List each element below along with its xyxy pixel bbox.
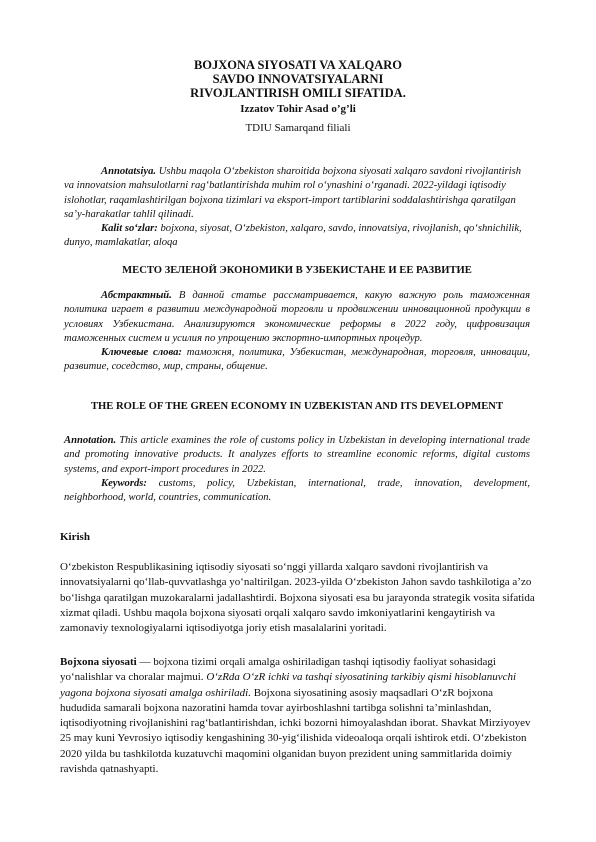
abstract-en-label: Annotation.: [64, 435, 117, 446]
keywords-ru-label: Ключевые слова:: [101, 347, 182, 359]
abstract-uz: [64, 165, 530, 251]
term-bojxona-siyosati: Bojxona siyosati: [60, 656, 137, 668]
keywords-en-text: customs, policy, Uzbekistan, international, trade, innovation, development, neighborhood, world, countries, communication.: [64, 477, 530, 504]
keywords-uz-text: bojxona, siyosat, O‘zbekiston, xalqaro, savdo, innovatsiya, rivojlanish, qo‘shnichilik, dunyo, mamlakatlar, aloqa: [64, 223, 522, 249]
title-line-3: RIVOJLANTIRISH OMILI SIFATIDA.: [190, 86, 406, 100]
abstract-ru: [64, 289, 530, 375]
keywords-ru-text: таможня, политика, Узбекистан, международная, торговля, инновации, развитие, соседство, мир, страны, общение.: [64, 347, 530, 373]
title-line-2: SAVDO INNOVATSIYALARNI: [212, 72, 384, 86]
intro-paragraph-2-italic: O‘zRda O‘zR ichki va tashqi siyosatining tarkibiy qismi hisoblanuvchi yagona bojxona siyosati amalga oshiriladi.: [60, 671, 517, 699]
abstract-en: [64, 434, 530, 505]
abstract-uz-text: Ushbu maqola O‘zbekiston sharoitida bojxona siyosati xalqaro savdoni rivojlantirish va innovatsion mahsulotlarni rag‘batlantirishda muhim rol o‘ynashini o‘rganadi. 2022-yildagi iqtisodiy islohotlar, raqamlashtirilgan bojxona tizimlari va eksport-import tartiblarini soddalashtirishga qaratilgan sa’y-harakatlar tahlil qilinadi.: [64, 166, 522, 220]
intro-paragraph-2: [60, 655, 536, 777]
abstract-ru-label: Абстрактный.: [101, 290, 172, 301]
abstract-ru-text: В данной статье рассматривается, какую важную роль таможенная политика играет в развитии международной торговли и продвижении инновационной продукции в условиях Узбекистана. Анализируются экономические реформы в 2022 году, цифровизация таможенных систем и усилия по упрощению экспортно-импортных процедур.: [64, 290, 530, 344]
keywords-en-paragraph: [64, 477, 530, 506]
keywords-uz-label: Kalit so‘zlar:: [101, 223, 158, 235]
abstract-ru-paragraph: [64, 289, 530, 346]
keywords-uz-paragraph: [64, 222, 530, 251]
heading-ru: МЕСТО ЗЕЛЕНОЙ ЭКОНОМИКИ В УЗБЕКИСТАНЕ И ЕЕ РАЗВИТИЕ: [122, 265, 472, 276]
keywords-en-label: Keywords:: [101, 477, 147, 489]
title-line-1: BOJXONA SIYOSATI VA XALQARO: [193, 58, 403, 72]
abstract-uz-label: Annotatsiya.: [101, 166, 157, 177]
abstract-en-paragraph: [64, 434, 530, 477]
intro-paragraph-2-part-b: Bojxona siyosatining asosiy maqsadlari O‘zR bojxona hududida samarali bojxona nazoratini hamda tovar ayirboshlashni tartibga solishni ta’minlashdan, iqtisodiyotning rivojlanishini rag‘batlantirishdan, ichki bozorni himoyalashdan iborat. Shavkat Mirziyoyev 25 may kuni Yevrosiyo iqtisodiy kengashining 30-yig‘ilishida videoaloqa orqali ishtirok etdi. O‘zbekiston 2020 yilda bu tashkilotda kuzatuvchi maqomini olganidan buyon prezident uning sammitlarida doimiy ravishda qatnashyapti.: [60, 686, 531, 776]
intro-paragraph-2-part-a: — bojxona tizimi orqali amalga oshiriladigan tashqi iqtisodiy faoliyat sohasidagi yo‘nalishlar va choralar majmui.: [60, 656, 496, 684]
author-affiliation: TDIU Samarqand filiali: [245, 122, 351, 134]
intro-paragraph-1: O‘zbekiston Respublikasining iqtisodiy siyosati so‘nggi yillarda xalqaro savdoni rivojlantirish va innovatsiyalarni qo‘llab-quvvatlashga yo‘naltirilgan. 2023-yilda O‘zbekiston Jahon savdo tashkilotiga a’zo bo‘lishga qaratilgan muzokaralarni jadallashtirdi. Bojxona siyosati esa bu jarayonda strategik vosita sifatida xizmat qiladi. Ushbu maqola bojxona siyosati orqali xalqaro savdo imkoniyatlarini kengaytirish va zamonaviy texnologiyalarni iqtisodiyotga joriy etish masalalarini yoritadi.: [60, 561, 535, 635]
heading-en: THE ROLE OF THE GREEN ECONOMY IN UZBEKISTAN AND ITS DEVELOPMENT: [90, 401, 504, 412]
author-name: Izzatov Tohir Asad o’g’li: [240, 103, 356, 115]
abstract-en-text: This article examines the role of customs policy in Uzbekistan in developing international trade and promoting innovative products. It analyzes efforts to streamline economic reforms, digital customs systems, and export-import procedures in 2022.: [64, 435, 530, 475]
abstract-uz-paragraph: [64, 165, 530, 222]
section-heading-intro: Kirish: [60, 531, 90, 543]
keywords-ru-paragraph: [64, 346, 530, 375]
